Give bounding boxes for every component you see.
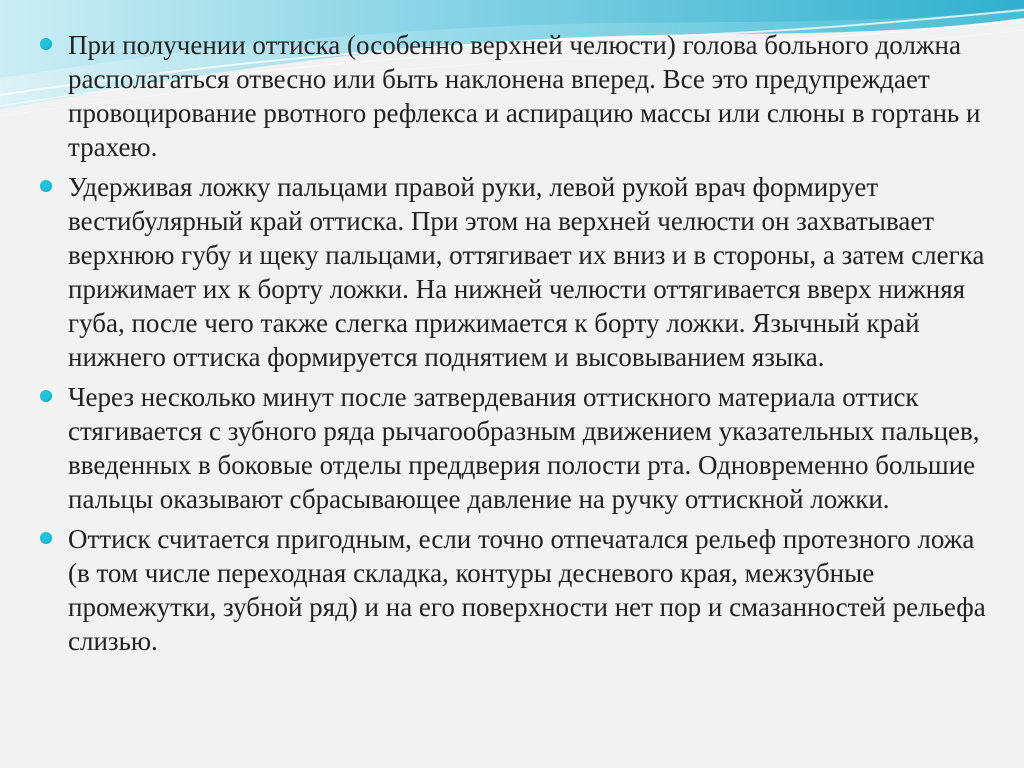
bullet-text: Оттиск считается пригодным, если точно отпечатался рельеф протезного ложа (в том числе переходная складка, контуры десневого края, межзубные промежутки, зубной ряд) и на его поверхности нет пор и смазанностей рельефа слизью. — [68, 524, 986, 656]
bullet-dot-icon — [40, 390, 52, 402]
bullet-text: Через несколько минут после затвердевания оттискного материала оттиск стягивается с зубного ряда рычагообразным движением указательных пальцев, введенных в боковые отделы преддверия полости рта. Одновременно большие пальцы оказывают сбрасывающее давление на ручку оттискной ложки. — [68, 382, 980, 514]
bullet-dot-icon — [40, 38, 52, 50]
bullet-item — [40, 380, 990, 516]
bullet-list — [40, 28, 990, 658]
bullet-item — [40, 522, 990, 658]
bullet-dot-icon — [40, 180, 52, 192]
bullet-item — [40, 170, 990, 374]
bullet-item — [40, 28, 990, 164]
slide-content — [40, 28, 990, 664]
bullet-text: При получении оттиска (особенно верхней челюсти) голова больного должна располагаться отвесно или быть наклонена вперед. Все это предупреждает провоцирование рвотного рефлекса и аспирацию массы или слюны в гортань и трахею. — [68, 30, 981, 162]
bullet-text: Удерживая ложку пальцами правой руки, левой рукой врач формирует вестибулярный край оттиска. При этом на верхней челюсти он захватывает верхнюю губу и щеку пальцами, оттягивает их вниз и в стороны, а затем слегка прижимает их к борту ложки. На нижней челюсти оттягивается вверх нижняя губа, после чего также слегка прижимается к борту ложки. Язычный край нижнего оттиска формируется поднятием и высовыванием языка. — [68, 172, 985, 372]
bullet-dot-icon — [40, 532, 52, 544]
